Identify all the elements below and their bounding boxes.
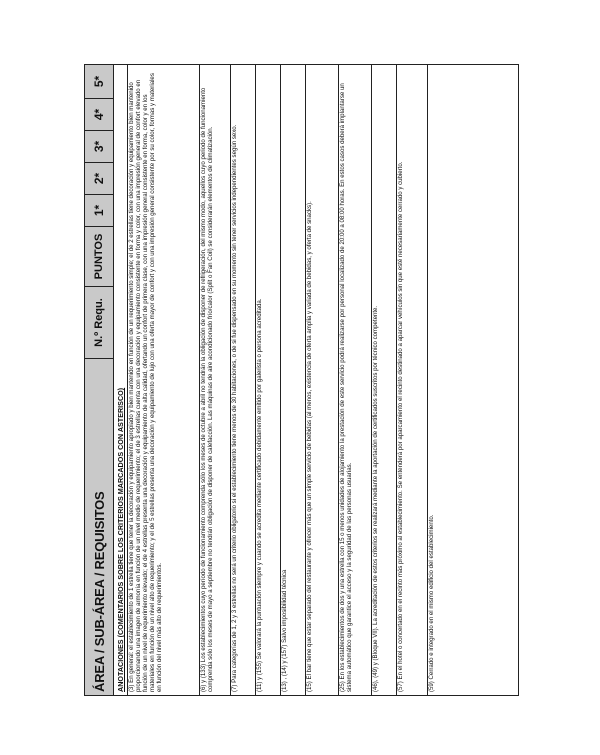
note-15: (15) El bar tiene que estar separado del restaurante y ofrecer más que un simple servicio de bebidas (al menos, existencia de oferta amplia y variada de bebidas, y oferta de snacks). (306, 65, 339, 695)
header-star-5: 5* (85, 65, 114, 99)
note-3: (3) En general: el establecimiento de 1 estrella tiene que tener la decoración y equipamiento apropiado y bien mantenido en función de un requerimiento simple; el de 2 estrellas tiene decoración y equipamiento bien mantenido proporcionando una imagen de armonía en función de un nivel medio de requerimiento; el de 3 estrellas cuenta con una decoración y equipamiento consistente en forma y color, con una impresión general de confort elevado en función de un nivel de requerimiento elevado; el de 4 estrellas presenta una decoración y equipamiento de alta calidad, ofertando un confort de primera clase, con una impresión general consistente en forma, color y en los materiales en función de un nivel alto de requerimiento; y el de 5 estrellas presenta una decoración y equipamiento de lujo con una oferta mayor de confort y con una impresión general consistente por su color, formas y materiales en función del nivel más alto de requerimientos. (128, 65, 200, 695)
rotated-page (84, 65, 519, 696)
header-star-1: 1* (85, 195, 114, 227)
header-puntos: PUNTOS (85, 227, 114, 287)
header-n-requ: N.º Requ. (85, 287, 114, 359)
notes-row (114, 65, 519, 696)
header-star-3: 3* (85, 131, 114, 163)
note-25: (25) En los establecimientos de dos y una estrella con 15 o menos unidades de alojamiento la prestación de este servicio podrá realizarse por personal localizado de 20:00 a 08:00 horas. En estos casos deberá implantarse un sistema automático que garantice el acceso y la seguridad de las personas usuarias. (339, 65, 372, 695)
note-11-155: (11) y (155) Se valorará la puntuación siempre y cuando se acredita mediante certificado debidamente emitido por galerista o persona acreditada. (256, 65, 281, 695)
note-59: (59) Cerrado e integrado en el mismo edificio del establecimiento. (427, 514, 435, 692)
note-13-14-157: (13) , (14) y (157) Salvo imposibilidad técnica (281, 65, 306, 695)
notes-cell (114, 65, 519, 696)
requirements-table (84, 64, 519, 696)
table-header-row (85, 65, 114, 696)
header-area: ÁREA / SUB-ÁREA / REQUISITOS (85, 359, 114, 696)
header-star-4: 4* (85, 99, 114, 131)
note-57: (57) En el hotel o concertado en el recinto más próximo al establecimiento. Se entenderá por aparcamiento el recinto destinado a aparcar vehículos sin que esté necesariamente cerrado y cubierto. (397, 65, 428, 695)
notes-title: ANOTACIONES (COMENTARIOS SOBRE LOS CRITERIOS MARCADOS CON ASTERISCO) (114, 65, 128, 695)
header-star-2: 2* (85, 163, 114, 195)
note-7: (7) Para categorías de 1, 2 y 3 estrellas no será un criterio obligatorio si el establecimiento tiene menos de 30 habitaciones, o de si fue dispensado en su momento sin tener servicios independientes según sexo. (231, 65, 256, 695)
note-6-133: (6) y (133) Los establecimientos cuyo período de funcionamiento comprenda sólo los meses de octubre a abril no tendrán la obligación de disponer de refrigeración, del mismo modo, aquellos cuyo periodo de funcionamiento comprenda sólo los meses de mayo a septiembre no tendrán obligación de disponer de calefacción. Las máquinas de aire acondicionado frío/calor (Split o Fan Coil) se considerarán elementos de climatización. (200, 65, 231, 695)
note-46-49: (46), (49) y (Bloque VII). La acreditación de estos criterios se realizará mediante la aportación de certificados suscritos por técnico competente. (372, 65, 397, 695)
